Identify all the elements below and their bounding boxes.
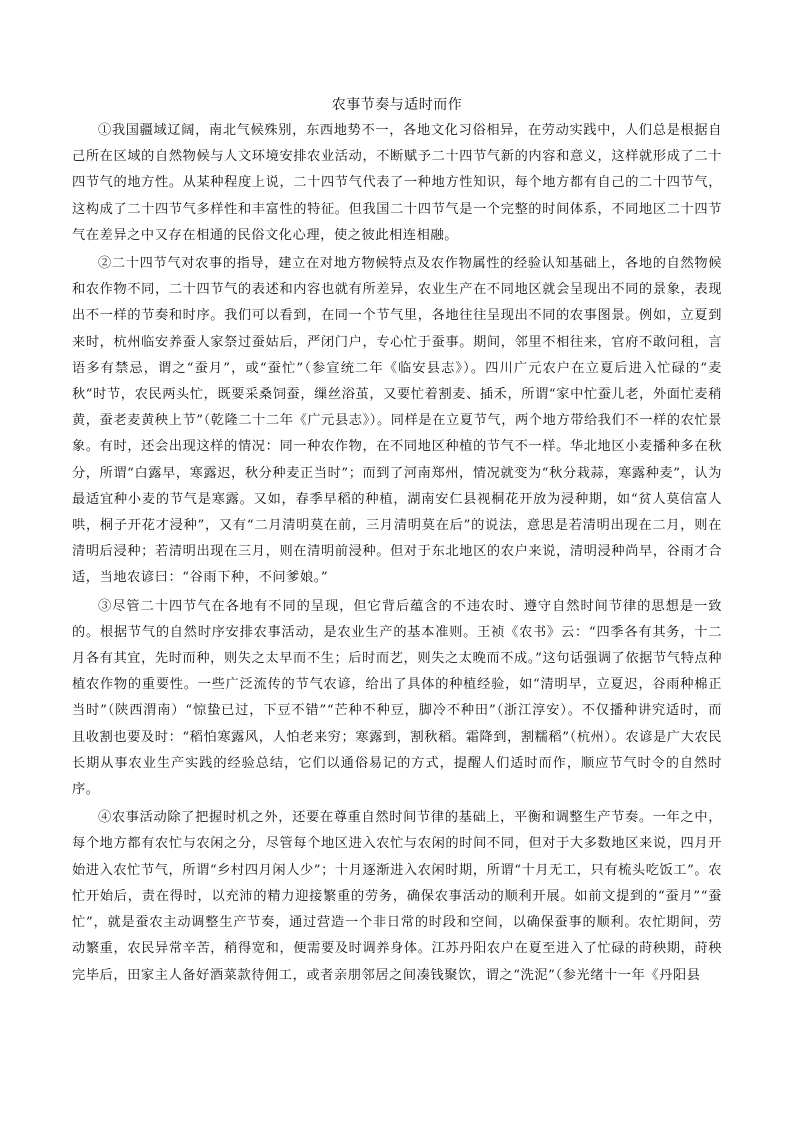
document-page <box>72 92 722 991</box>
paragraph-3: ③尽管二十四节气在各地有不同的呈现，但它背后蕴含的不违农时、遵守自然时间节律的思想是一致的。根据节气的自然时序安排农事活动，是农业生产的基本准则。王祯《农书》云：“四季各有其务，十二月各有其宜，先时而种，则失之太早而不生；后时而艺，则失之太晚而不成。”这句话强调了依据节气特点种植农作物的重要性。一些广泛流传的节气农谚，给出了具体的种植经验，如“清明早，立夏迟，谷雨种棉正当时”（陕西渭南）“惊蛰已过，下豆不错”“芒种不种豆，脚冷不种田”（浙江淳安）。不仅播种讲究适时，而且收割也要及时：“稻怕寒露风，人怕老来穷；寒露到，割秋稻。霜降到，割糯稻”（杭州）。农谚是广大农民长期从事农业生产实践的经验总结，它们以通俗易记的方式，提醒人们适时而作，顺应节气时令的自然时序。 <box>72 598 722 798</box>
paragraph-1: ①我国疆域辽阔，南北气候殊别，东西地势不一，各地文化习俗相异，在劳动实践中，人们总是根据自己所在区域的自然物候与人文环境安排农业活动，不断赋予二十四节气新的内容和意义，这样就形成了二十四节气的地方性。从某种程度上说，二十四节气代表了一种地方性知识，每个地方都有自己的二十四节气，这构成了二十四节气多样性和丰富性的特征。但我国二十四节气是一个完整的时间体系，不同地区二十四节气在差异之中又存在相通的民俗文化心理，使之彼此相连相融。 <box>72 123 722 243</box>
paragraph-2: ②二十四节气对农事的指导，建立在对地方物候特点及农作物属性的经验认知基础上，各地的自然物候和农作物不同，二十四节气的表述和内容也就有所差异，农业生产在不同地区就会呈现出不同的景象，表现出不一样的节奏和时序。我们可以看到，在同一个节气里，各地往往呈现出不同的农事图景。例如，立夏到来时，杭州临安养蚕人家祭过蚕姑后，严闭门户，专心忙于蚕事。期间，邻里不相往来，官府不敢问租，言语多有禁忌，谓之“蚕月”，或“蚕忙”（参宣统二年《临安县志》）。四川广元农户在立夏后进入忙碌的“麦秋”时节，农民两头忙，既要采桑饲蚕，缫丝浴茧，又要忙着割麦、插禾，所谓“家中忙蚕儿老，外面忙麦稍黄，蚕老麦黄秧上节”（乾隆二十二年《广元县志》）。同样是在立夏节气，两个地方带给我们不一样的农忙景象。有时，还会出现这样的情况：同一种农作物，在不同地区种植的节气不一样。华北地区小麦播种多在秋分，所谓“白露早，寒露迟，秋分种麦正当时”；而到了河南郑州，情况就变为“秋分栽蒜，寒露种麦”，认为最适宜种小麦的节气是寒露。又如，春季早稻的种植，湖南安仁县视桐花开放为浸种期，如“贫人莫信富人哄，桐子开花才浸种”，又有“二月清明莫在前，三月清明莫在后”的说法，意思是若清明出现在二月，则在清明后浸种；若清明出现在三月，则在清明前浸种。但对于东北地区的农户来说，清明浸种尚早，谷雨才合适，当地农谚曰：“谷雨下种，不问爹娘。” <box>72 256 722 586</box>
document-title: 农事节奏与适时而作 <box>331 97 463 113</box>
paragraph-4: ④农事活动除了把握时机之外，还要在尊重自然时间节律的基础上，平衡和调整生产节奏。一年之中，每个地方都有农忙与农闲之分，尽管每个地区进入农忙与农闲的时间不同，但对于大多数地区来说，四月开始进入农忙节气，所谓“乡村四月闲人少”；十月逐渐进入农闲时期，所谓“十月无工，只有梳头吃饭工”。农忙开始后，责在得时，以充沛的精力迎接繁重的劳务，确保农事活动的顺利开展。如前文提到的“蚕月”“蚕忙”，就是蚕农主动调整生产节奏，通过营造一个非日常的时段和空间，以确保蚕事的顺利。农忙期间，劳动繁重，农民异常辛苦，稍得宽和，便需要及时调养身体。江苏丹阳农户在夏至进入了忙碌的莳秧期，莳秧完毕后，田家主人备好酒菜款待佣工，或者亲朋邻居之间凑钱聚饮，谓之“洗泥”（参光绪十一年《丹阳县 <box>72 810 722 983</box>
